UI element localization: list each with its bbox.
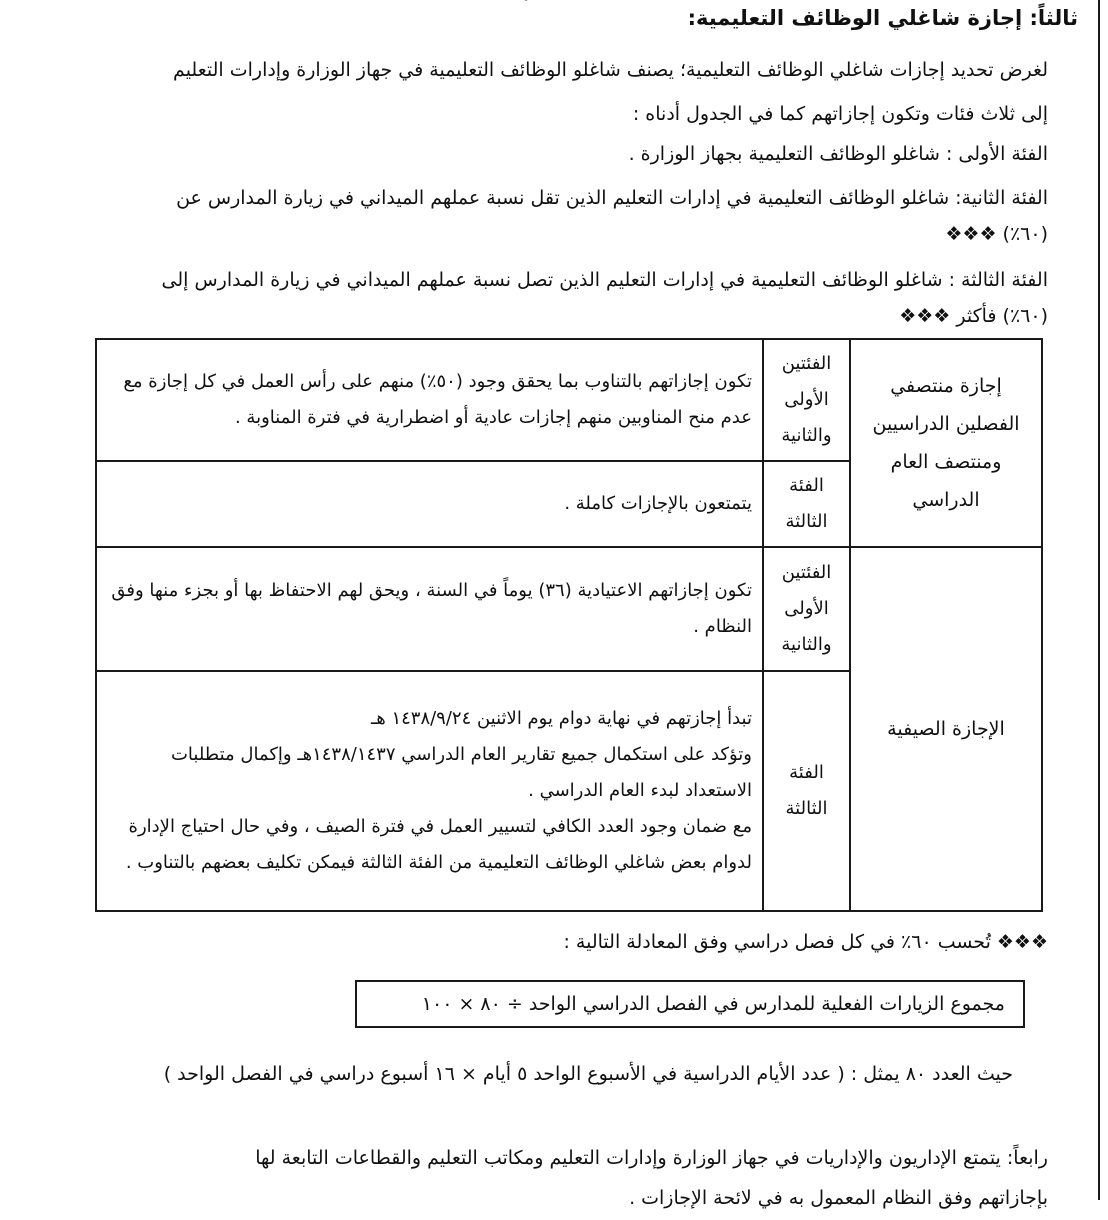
right-frame-line (1098, 0, 1100, 1200)
formula-note: ❖❖❖ تُحسب ٦٠٪ في كل فصل دراسي وفق المعادلة التالية : (563, 931, 1048, 953)
leave-table (95, 338, 1043, 912)
summer-start-text: تبدأ إجازتهم في نهاية دوام يوم الاثنين ١٤٣٨/٩/٢٤ هـ (370, 708, 752, 729)
cut-off-header (0, 0, 1108, 1)
category-cell: الفئة الثالثة (763, 671, 850, 911)
category-third-line-2: (٦٠٪) فأكثر ❖❖❖ (899, 305, 1048, 327)
formula-explanation: حيث العدد ٨٠ يمثل : ( عدد الأيام الدراسية في الأسبوع الواحد ٥ أيام × ١٦ أسبوع دراسي في الفصل الواحد ) (163, 1063, 1013, 1085)
category-cell: الفئتين الأولى والثانية (763, 547, 850, 671)
description-cell (96, 671, 763, 911)
formula-equation: مجموع الزيارات الفعلية للمدارس في الفصل الدراسي الواحد ÷ ٨٠ × ١٠٠ (421, 993, 1005, 1015)
section-fourth-line-1: رابعاً: يتمتع الإداريون والإداريات في جهاز الوزارة وإدارات التعليم ومكاتب التعليم والقطاعات التابعة لها (255, 1147, 1048, 1169)
summer-reports-text: وتؤكد على استكمال جميع تقارير العام الدراسي ١٤٣٨/١٤٣٧هـ وإكمال متطلبات الاستعداد لبدء العام الدراسي . (170, 744, 752, 801)
formula-box (355, 980, 1025, 1028)
category-second-line-2: (٦٠٪) ❖❖❖ (945, 223, 1048, 245)
description-cell: يتمتعون بالإجازات كاملة . (96, 461, 763, 547)
table-row (96, 547, 1042, 671)
intro-line-2: إلى ثلاث فئات وتكون إجازاتهم كما في الجدول أدناه : (632, 103, 1048, 125)
category-first: الفئة الأولى : شاغلو الوظائف التعليمية بجهاز الوزارة . (628, 143, 1048, 165)
category-second-line-1: الفئة الثانية: شاغلو الوظائف التعليمية في إدارات التعليم الذين تقل نسبة عملهم الميداني في زيارة المدارس عن (176, 187, 1048, 209)
category-cell: الفئة الثالثة (763, 461, 850, 547)
category-cell: الفئتين الأولى والثانية (763, 339, 850, 461)
leave-type-midterm: إجازة منتصفي الفصلين الدراسيين ومنتصف العام الدراسي (850, 339, 1042, 547)
intro-line-1: لغرض تحديد إجازات شاغلي الوظائف التعليمية؛ يصنف شاغلو الوظائف التعليمية في جهاز الوزارة وإدارات التعليم (173, 59, 1048, 81)
section-title: ثالثاً: إجازة شاغلي الوظائف التعليمية: (687, 6, 1078, 30)
leave-type-summer: الإجازة الصيفية (850, 547, 1042, 911)
description-cell: تكون إجازاتهم بالتناوب بما يحقق وجود (٥٠٪) منهم على رأس العمل في كل إجازة مع عدم منح المناوبين منهم إجازات عادية أو اضطرارية في فترة المناوبة . (96, 339, 763, 461)
section-fourth-line-2: بإجازاتهم وفق النظام المعمول به في لائحة الإجازات . (629, 1187, 1048, 1209)
category-third-line-1: الفئة الثالثة : شاغلو الوظائف التعليمية في إدارات التعليم الذين تصل نسبة عملهم الميداني في زيارة المدارس إلى (161, 269, 1048, 291)
table-row (96, 339, 1042, 461)
summer-staffing-text: مع ضمان وجود العدد الكافي لتسيير العمل في فترة الصيف ، وفي حال احتياج الإدارة لدوام بعض شاغلي الوظائف التعليمية من الفئة الثالثة فيمكن تكليف بعضهم بالتناوب . (125, 816, 752, 873)
description-cell: تكون إجازاتهم الاعتيادية (٣٦) يوماً في السنة ، ويحق لهم الاحتفاظ بها أو بجزء منها وفق النظام . (96, 547, 763, 671)
